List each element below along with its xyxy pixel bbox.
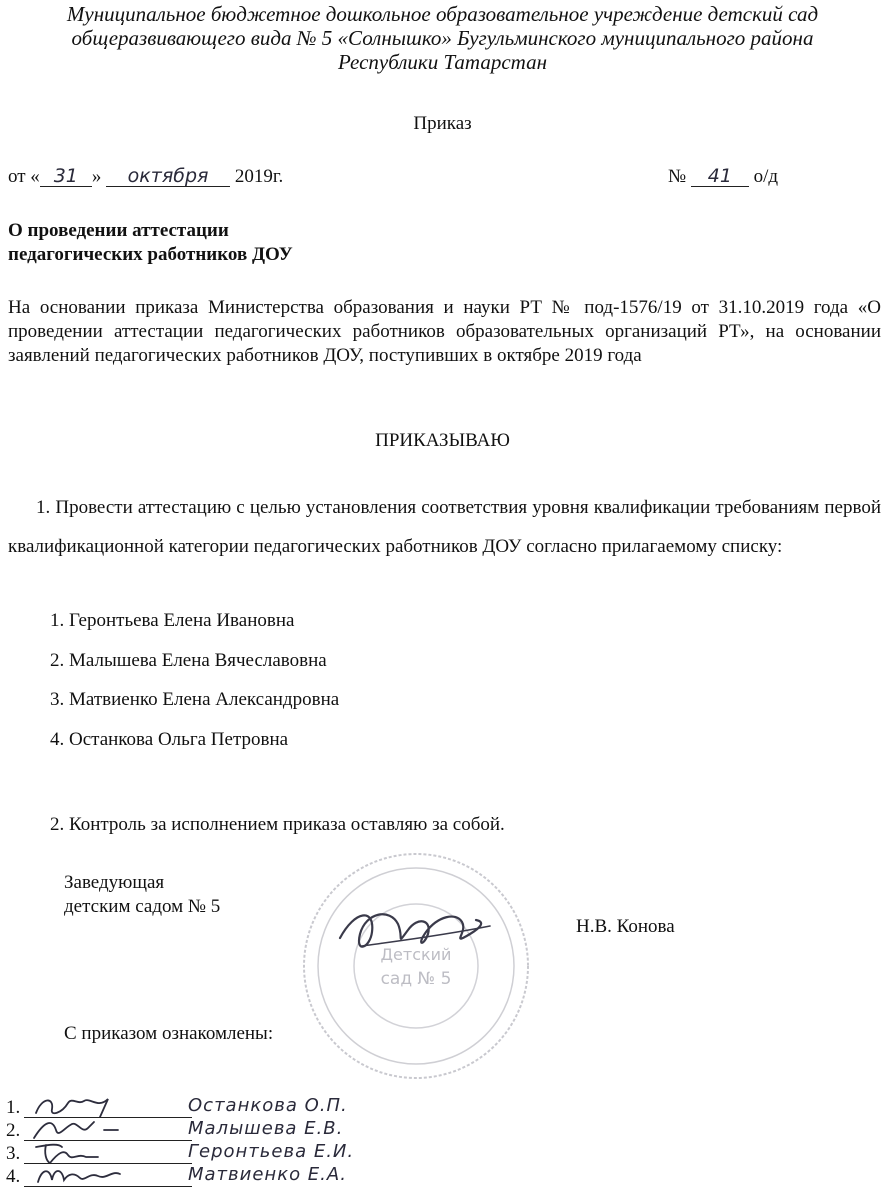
signatory-name: Н.В. Конова (576, 916, 675, 937)
signature-number: 4. (6, 1166, 21, 1187)
document-title: Приказ (413, 113, 472, 134)
date-year: 2019г. (234, 166, 284, 187)
signature-row (6, 1164, 347, 1192)
order-number (668, 166, 778, 188)
signature-number: 3. (6, 1143, 21, 1164)
order-subject (8, 219, 293, 267)
org-line-3: Республики Татарстан (337, 50, 548, 74)
signature-name: Малышева Е.В. (188, 1118, 344, 1139)
basis-paragraph (8, 296, 881, 368)
signature-name: Геронтьева Е.И. (188, 1141, 355, 1162)
signature-name: Матвиенко Е.А. (188, 1164, 347, 1185)
order-date (8, 166, 283, 188)
official-stamp (300, 850, 532, 1082)
position-line-1: Заведующая (64, 872, 165, 893)
order-item-1 (8, 488, 881, 566)
subject-line-2: педагогических работников ДОУ (8, 244, 293, 265)
signatory-position (64, 871, 220, 919)
number-label: № (668, 166, 687, 187)
list-item: 4. Останкова Ольга Петровна (50, 728, 289, 750)
date-day: 31 (40, 166, 92, 187)
stamp-text-2: сад № 5 (380, 969, 452, 989)
list-item: 2. Малышева Елена Вячеславовна (50, 649, 327, 671)
stamp-text-1: Детский (380, 945, 452, 964)
order-word: ПРИКАЗЫВАЮ (375, 430, 510, 451)
acquainted-label: С приказом ознакомлены: (64, 1023, 274, 1044)
number-suffix: о/д (753, 166, 779, 187)
position-line-2: детским садом № 5 (64, 896, 221, 917)
signature-number: 1. (6, 1097, 21, 1118)
signature-name: Останкова О.П. (188, 1095, 348, 1116)
basis-text: На основании приказа Министерства образования и науки РТ № под-1576/19 от 31.10.2019 года «О проведении аттестации педагогических работников образовательных организаций РТ», на основании заявлений педагогических работников ДОУ, поступивших в октябре 2019 года (8, 297, 881, 366)
date-prefix: от « (8, 166, 40, 187)
staff-list (50, 608, 339, 766)
org-line-1: Муниципальное бюджетное дошкольное образовательное учреждение детский сад (66, 2, 819, 26)
date-month: октября (106, 166, 230, 187)
organization-header (0, 2, 885, 74)
date-mid: » (91, 166, 102, 187)
order-item-2: 2. Контроль за исполнением приказа оставляю за собой. (50, 814, 505, 835)
number-value: 41 (691, 166, 749, 187)
director-signature (340, 914, 481, 946)
subject-line-1: О проведении аттестации (8, 220, 229, 241)
org-line-2: общеразвивающего вида № 5 «Солнышко» Бугульминского муниципального района (71, 26, 814, 50)
order-item-1-text: 1. Провести аттестацию с целью установления соответствия уровня квалификации требованиям первой квалификационной категории педагогических работников ДОУ согласно прилагаемому списку: (8, 497, 881, 557)
list-item: 1. Геронтьева Елена Ивановна (50, 610, 295, 631)
signature-number: 2. (6, 1120, 21, 1141)
list-item: 3. Матвиенко Елена Александровна (50, 689, 340, 710)
